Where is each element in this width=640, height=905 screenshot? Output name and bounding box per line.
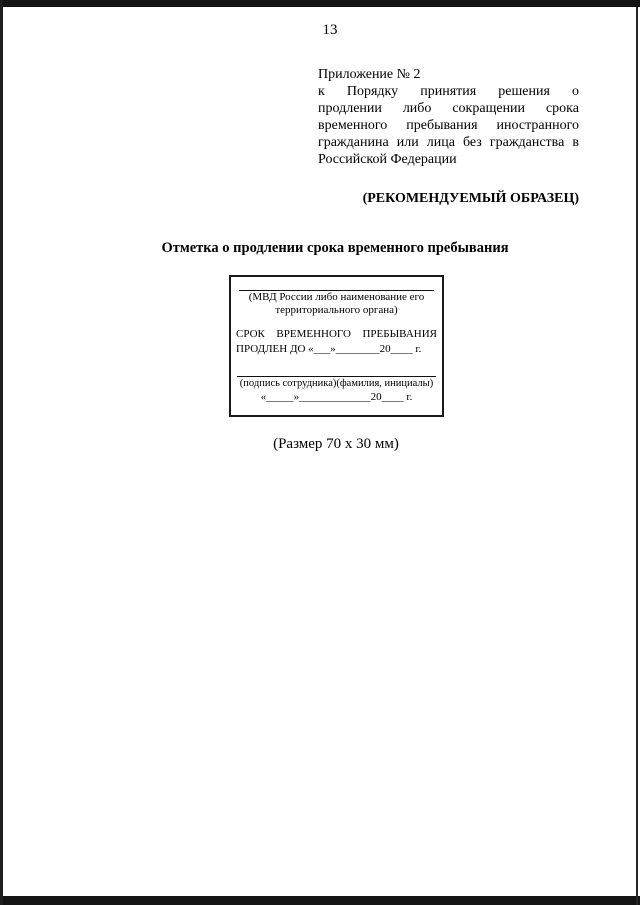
stamp-date-line: «_____»_____________20____ г. xyxy=(260,391,413,403)
stamp-box xyxy=(229,275,444,417)
appendix-line: гражданина или лица без гражданства в xyxy=(318,135,579,150)
appendix-title: Приложение № 2 xyxy=(318,67,421,82)
section-heading: Отметка о продлении срока временного пребывания xyxy=(161,240,509,256)
stamp-text-line-1: СРОК ВРЕМЕННОГО ПРЕБЫВАНИЯ xyxy=(236,328,437,340)
appendix-line: продлении либо сокращении срока xyxy=(318,101,579,116)
appendix-line: Российской Федерации xyxy=(318,152,457,167)
org-caption-line-2: территориального органа) xyxy=(275,304,398,316)
scan-border-bottom xyxy=(0,896,640,905)
scan-border-top xyxy=(0,0,640,7)
scan-border-right xyxy=(636,7,638,905)
appendix-line: к Порядку принятия решения о xyxy=(318,84,579,99)
stamp-text-line-2: ПРОДЛЕН ДО «___»________20____ г. xyxy=(236,342,422,355)
appendix-line: временного пребывания иностранного xyxy=(318,118,579,133)
signature-caption: (подпись сотрудника)(фамилия, инициалы) xyxy=(239,378,434,389)
page-number: 13 xyxy=(322,22,338,38)
appendix-block xyxy=(318,66,579,168)
size-caption: (Размер 70 x 30 мм) xyxy=(273,436,399,452)
recommended-sample-label: (РЕКОМЕНДУЕМЫЙ ОБРАЗЕЦ) xyxy=(362,191,579,206)
org-caption-line-1: (МВД России либо наименование его xyxy=(248,291,425,303)
